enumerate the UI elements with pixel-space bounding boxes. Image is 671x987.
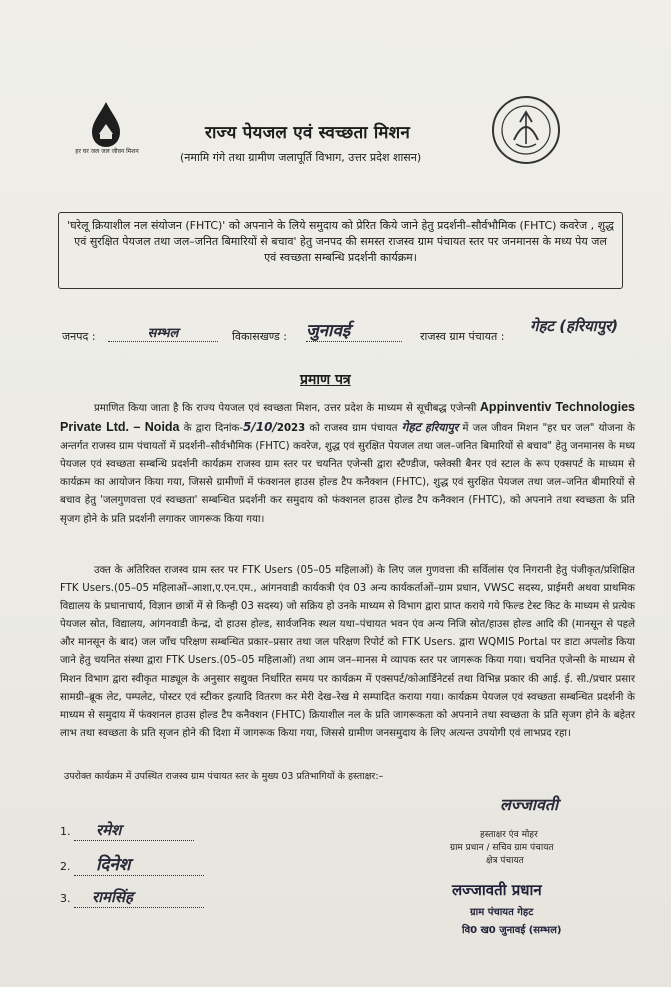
stamp-line-3: वि0 ख0 जुनावई (सम्भल) bbox=[462, 925, 562, 936]
kshetra-panchayat-label: क्षेत्र पंचायत bbox=[486, 856, 524, 866]
document-subtitle: (नमामि गंगे तथा ग्रामीण जलापूर्ति विभाग, उत्तर प्रदेश शासन) bbox=[180, 151, 422, 164]
certificate-paragraph-2 bbox=[60, 562, 635, 743]
p1-date-value: 5/10/ bbox=[243, 420, 277, 435]
district-field bbox=[108, 323, 218, 342]
participant-2-number: 2. bbox=[60, 860, 71, 873]
block-field bbox=[306, 318, 402, 342]
agency-name: Appinventiv Technologies Private Ltd. – Noida bbox=[60, 400, 635, 435]
p2-text: उक्त के अतिरिक्त राजस्व ग्राम स्तर पर FTK Users (05–05 महिलाओं) के लिए जल गुणवत्ता की सर्विलांस एंव निगरानी हेतु पंजीकृत/प्रशिक्षित FTK Users.(05–05 महिलाओं–आशा,ए.एन.एम., आंगनवाडी कार्यकत्री एंव 03 अन्य कार्यकर्ताओं–ग्राम प्रधान, VWSC सदस्य, प्राईमरी अथवा प्राथमिक विद्यालय के प्रधानाचार्य, विज्ञान छात्रों में से किन्ही 03 सदस्य) जो सक्रिय हो उनके माध्यम से विभाग द्वारा प्राप्त कराये गये फिल्ड टेस्ट किट के माध्यम से प्रत्येक पेयजल स्रोत, विद्यालय, आंगनवाडी केन्द्र, दो हाउस होल्ड, सार्वजनिक स्थल यथा–पंचायत भवन एंव अन्य निजि स्रोत/हाउस होल्ड आदि की (मानसून से पहले और मानसून के बाद) जल जाँच परिक्षण सम्बन्धित प्रकार–प्रसार तथा जल परिक्षण रिपोर्ट को FTK Users. द्वारा WQMIS Portal पर डाटा अपलोड किया जाने हेतु चयनित संस्था द्वारा FTK Users.(05–05 महिलाओं) तथा आम जन–मानस मे व्यापक स्तर पर जागरूक किया गया। चयनित एजेन्सी के माध्यम से मिशन विभाग द्वारा स्वीकृत माड्यूल के अनुसार सद्युक्त निर्धारित समय पर कार्यक्रम में एक्सपर्ट/कोआर्डिनेटर्स तथा विभिन्न प्रकार की आई. ई. सी./प्रचार प्रसार सामग्री–ब्रूक लेट, पम्पलेट, पोस्टर एवं स्टीकर इत्यादि वितरण कर मेरी देख–रेख मे सम्पादित कराया गया। कार्यक्रम पेयजल एवं स्वच्छता सम्बन्धित प्रदर्शनी के माध्यम से समुदाय में फंक्शनल हाउस होल्ड टैप कनैक्शन (FHTC) क्रियाशील नल के प्रति जागरूकता को अपनाने तथा स्वच्छता के प्रति सृजग होने के बहेतर लाभ तथा स्वच्छता के प्रति सृजन होने की दिशा में जागरूक किया गया, जिससे ग्रामीण जनसमुदाय के लिए अत्यन्त उपयोगी एवं लाभप्रद रहा। bbox=[60, 565, 635, 739]
stamp-name: लज्जावती प्रधान bbox=[452, 881, 542, 899]
certificate-heading: प्रमाण पत्र bbox=[300, 372, 351, 388]
panchayat-value: गेहट (हरियापुर) bbox=[530, 317, 619, 335]
pradhan-stamp bbox=[452, 880, 632, 936]
pradhan-signature: लज्जावती bbox=[500, 795, 559, 814]
participant-2-signature: दिनेश bbox=[96, 855, 131, 875]
district-value: सम्भल bbox=[147, 326, 179, 341]
p1-panchayat-handwritten: गेहट bbox=[401, 420, 421, 435]
p1-village-handwritten: हरियापुर bbox=[425, 421, 459, 435]
district-label: जनपद : bbox=[62, 330, 96, 343]
p1-start: प्रमाणित किया जाता है कि राज्य पेयजल एवं स्वच्छता मिशन, उत्तर प्रदेश के माध्यम से सूचीबद्ध एजेन्सी bbox=[94, 403, 477, 414]
programme-description-box: 'घरेलू क्रियाशील नल संयोजन (FHTC)' को अपनाने के लिये समुदाय को प्रेरित किये जाने हेतु प्रदर्शनी–सौर्वभौमिक (FHTC) कवरेज , शुद्ध एवं सुरक्षित पेयजल तथा जल–जनित बिमारियों से बचाव' हेतु जनपद की समस्त राजस्व ग्राम पंचायत स्तर पर जनमानस के मध्य पेय जल एवं स्वच्छता सम्बन्धि प्रदर्शनी कार्यक्रम। bbox=[58, 212, 623, 289]
p1-date-label: के द्वारा दिनांक- bbox=[183, 423, 244, 435]
signatures-intro: उपरोक्त कार्यक्रम में उपस्थित राजस्व ग्राम पंचायत स्तर के मुख्य 03 प्रतिभागियों के हस्ताक्षर:– bbox=[64, 771, 384, 782]
p1-after-date: को राजस्व ग्राम पंचायत bbox=[309, 423, 398, 435]
state-emblem-seal-icon bbox=[490, 94, 562, 166]
participant-1-number: 1. bbox=[60, 825, 71, 838]
document-title: राज्य पेयजल एवं स्वच्छता मिशन bbox=[205, 123, 411, 143]
panchayat-label: राजस्व ग्राम पंचायत : bbox=[420, 330, 505, 343]
block-value: जुनावई bbox=[306, 321, 351, 341]
participant-3-signature: रामसिंह bbox=[92, 888, 133, 906]
participant-3-number: 3. bbox=[60, 892, 71, 905]
p1-year: 2023 bbox=[276, 423, 306, 435]
participant-2 bbox=[60, 852, 204, 876]
stamp-line-2: ग्राम पंचायत गेहट bbox=[470, 907, 534, 918]
left-logo-caption: हर घर जल जल जीवन मिशन bbox=[75, 148, 139, 155]
pradhan-secretary-label: ग्राम प्रधान / सचिव ग्राम पंचायत bbox=[450, 843, 554, 853]
certificate-paragraph-1 bbox=[60, 398, 635, 529]
participant-1-signature: रमेश bbox=[96, 821, 122, 839]
p1-rest: में जल जीवन मिशन "हर घर जल" योजना के अन्तर्गत राजस्व ग्राम पंचायतों में प्रदर्शनी–सौर्वभौमिक (FHTC) कवरेज, शुद्ध एवं सुरक्षित पेयजल तथा जल–जनित बिमारियों से बचाव" हेतु जनमानस के मध्य पेयजल एवं स्वच्छता सम्बन्धि प्रदर्शनी कार्यक्रम राजस्व ग्राम स्तर पर चयनित एजेन्सी द्वारा स्टैण्डीज, फ्लेक्सी बैनर एवं स्टाल के रूप एक्सपर्ट के माध्यम से कार्यक्रम का आयोजन किया गया, जिससे ग्रामीणों में फंक्शनल हाउस होल्ड टैप कनैक्शन (FHTC), शुद्ध एवं सुरक्षित पेयजल तथा जल–जनित बीमारियों से बचाव हेतु 'जलगुणवत्ता एवं स्वच्छता' सम्बन्धित प्रदर्शनी कर समुदाय को फंक्शनल हाउस होल्ड टैप कनैक्शन (FHTC), को अपनाने तथा स्वच्छता के प्रति सृजग होने के प्रति प्रदर्शनी लगाकर जागरूक किया गया। bbox=[60, 423, 635, 525]
sign-seal-label: हस्ताक्षर एंव मोहर bbox=[480, 830, 538, 840]
panchayat-field bbox=[530, 316, 618, 336]
block-label: विकासखण्ड : bbox=[232, 330, 288, 343]
participant-3 bbox=[60, 887, 204, 908]
participant-1 bbox=[60, 820, 194, 841]
